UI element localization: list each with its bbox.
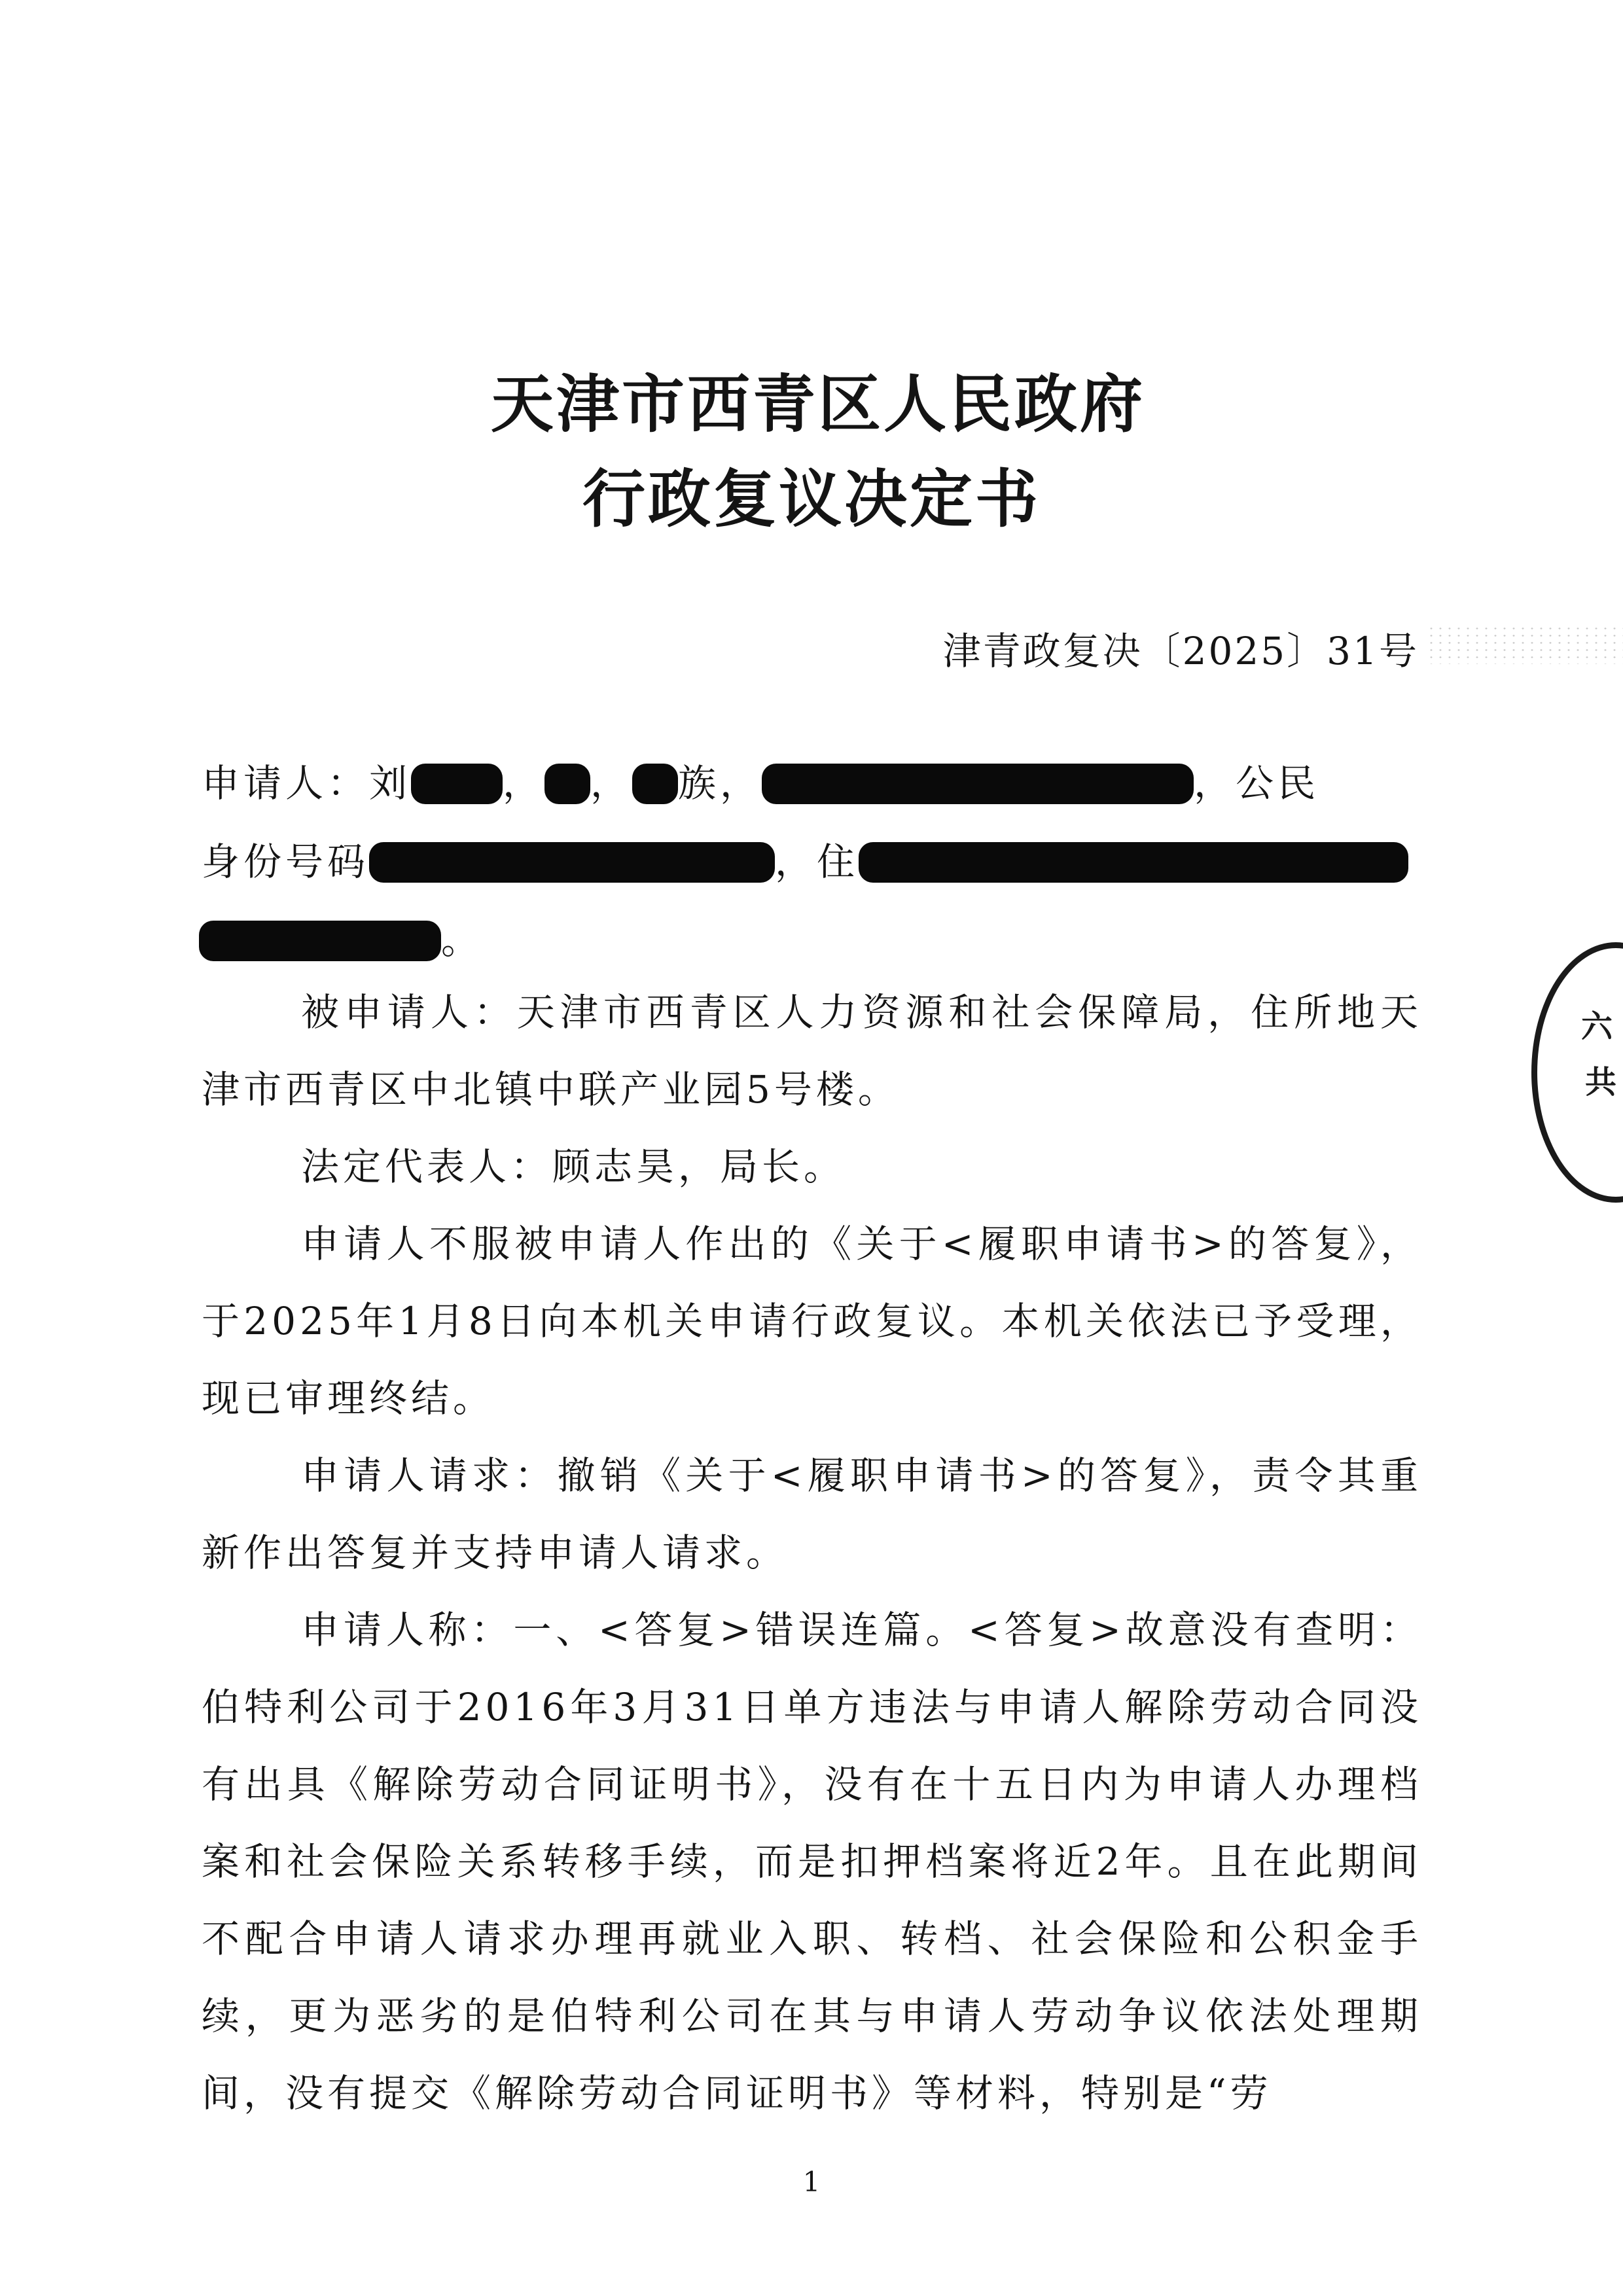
address-label: ，住	[775, 839, 859, 884]
case-intro-paragraph: 申请人不服被申请人作出的《关于<履职申请书>的答复》，于2025年1月8日向本机关申请行政复议。本机关依法已予受理，现已审理终结。	[202, 1222, 1422, 1421]
redaction-gender	[544, 764, 590, 804]
redaction-address	[859, 842, 1408, 883]
redaction-ethnicity	[632, 764, 678, 804]
redaction-id-number	[369, 842, 775, 883]
page-number: 1	[802, 2166, 821, 2198]
document-title-line2: 行政复议决定书	[582, 462, 1041, 536]
applicant-label: 申请人：刘	[202, 761, 412, 805]
legal-representative-paragraph: 法定代表人：顾志昊，局长。	[301, 1144, 846, 1189]
redaction-address-cont	[199, 921, 441, 961]
redaction-birthdate	[762, 764, 1194, 804]
body-text	[202, 974, 1422, 2132]
document-title-line1: 天津市西青区人民政府	[491, 367, 1145, 441]
document-number: 津青政复决〔2025〕31号	[942, 629, 1419, 673]
scan-noise	[1427, 625, 1623, 664]
redaction-name	[411, 764, 503, 804]
citizen-suffix: ，公民	[1194, 761, 1320, 805]
seal-text-fragment-top: 六	[1580, 1008, 1613, 1045]
id-label: 身份号码	[202, 839, 370, 884]
applicant-line2	[202, 831, 1408, 884]
ethnicity-suffix: 族，	[678, 761, 762, 805]
applicant-line1: 申请人：刘 ， ， 族， ，公民	[202, 761, 1320, 805]
applicant-request-paragraph: 申请人请求：撤销《关于<履职申请书>的答复》，责令其重新作出答复并支持申请人请求。	[202, 1453, 1422, 1575]
seal-text-fragment-mid: 共	[1584, 1064, 1616, 1101]
respondent-paragraph: 被申请人：天津市西青区人力资源和社会保障局，住所地天津市西青区中北镇中联产业园5号楼。	[202, 990, 1422, 1112]
applicant-line3: 。	[199, 910, 483, 955]
applicant-claim-paragraph: 申请人称：一、<答复>错误连篇。<答复>故意没有查明：伯特利公司于2016年3月31日单方违法与申请人解除劳动合同没有出具《解除劳动合同证明书》，没有在十五日内为申请人办理档案和社会保险关系转移手续，而是扣押档案将近2年。且在此期间不配合申请人请求办理再就业入职、转档、社会保险和公积金手续，更为恶劣的是伯特利公司在其与申请人劳动争议依法处理期间，没有提交《解除劳动合同证明书》等材料，特别是“劳	[202, 1608, 1422, 2115]
